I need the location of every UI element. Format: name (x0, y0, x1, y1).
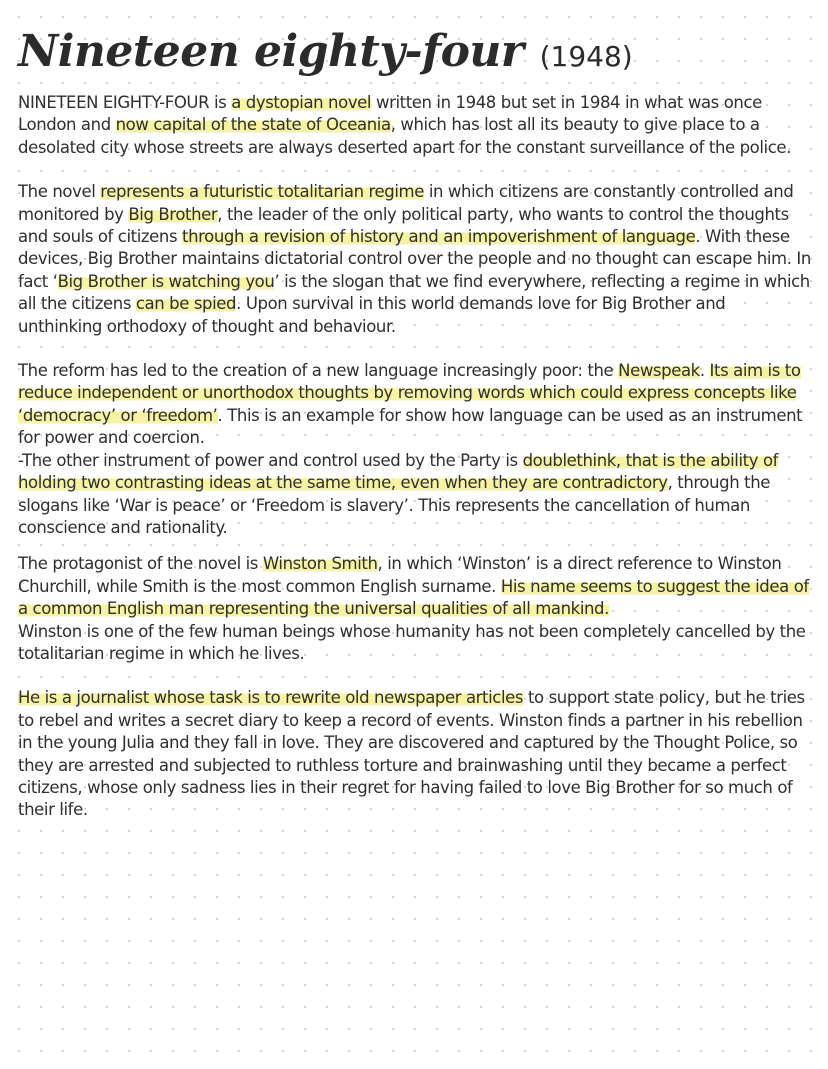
spacer (18, 539, 814, 553)
paragraph-newspeak (18, 360, 814, 450)
text-span: Winston is one of the few human beings whose humanity has not been completely cancelled by the totalitarian regime in which he lives. (18, 621, 806, 663)
highlight-span: doublethink, that is the ability of holding two contrasting ideas at the same time, even when they are contradictory (18, 450, 779, 493)
text-span: , the leader of the only political party, who wants to control the thoughts and souls of citizens (18, 204, 789, 247)
paragraph-intro (18, 92, 814, 159)
text-span: to support state policy, but he tries to rebel and writes a secret diary to keep a record of events. Winston finds a partner in his rebellion in the young Julia and they fall in love. They are discovered and captured by the Thought Police, so they are arrested and subjected to ruthless torture and brainwashing until they became a perfect citizens, whose only sadness lies in their regret for having failed to love Big Brother for so much of their life. (18, 688, 805, 820)
highlight-span: Newspeak (618, 361, 700, 381)
paragraph-regime (18, 181, 814, 338)
spacer (18, 665, 814, 687)
highlight-span: Its aim is to reduce independent or unorthodox thoughts by removing words which could express concepts like ‘democracy’ or ‘freedom’ (18, 361, 801, 425)
highlight-span: Big Brother is watching you (57, 271, 275, 291)
text-span: . With these devices, Big Brother maintains dictatorial control over the people and no thought can escape him. In fact ‘ (18, 227, 811, 291)
spacer (18, 338, 814, 360)
paragraph-humanity (18, 621, 814, 666)
text-span: , through the slogans like ‘War is peace’ or ‘Freedom is slavery’. This represents the cancellation of human conscience and rationality. (18, 473, 771, 537)
highlight-span: He is a journalist whose task is to rewrite old newspaper articles (18, 688, 524, 708)
highlight-span: now capital of the state of Oceania (115, 115, 391, 135)
text-span: NINETEEN EIGHTY-FOUR is (18, 93, 232, 112)
text-span: -The other instrument of power and control used by the Party is (18, 450, 523, 470)
text-span: The protagonist of the novel is (18, 554, 263, 574)
text-span: . Upon survival in this world demands love for Big Brother and unthinking orthodoxy of thought and behaviour. (18, 294, 726, 336)
text-span: , which has lost all its beauty to give place to a desolated city whose streets are always deserted apart for the constant surveillance of the police. (18, 115, 792, 157)
paragraph-doublethink (18, 450, 814, 540)
title-row (18, 12, 814, 92)
text-span: , in which ‘Winston’ is a direct reference to Winston Churchill, while Smith is the most common English surname. (18, 554, 782, 596)
text-span: ’ is the slogan that we find everywhere, reflecting a regime in which all the citizens (18, 271, 810, 314)
highlight-span: represents a futuristic totalitarian regime (100, 182, 424, 202)
text-span: . (699, 361, 710, 381)
text-span: written in 1948 but set in 1984 in what was once London and (18, 93, 762, 135)
spacer (18, 159, 814, 181)
text-span: The reform has led to the creation of a new language increasingly poor: the (18, 361, 619, 381)
paragraph-protagonist (18, 553, 814, 620)
highlight-span: can be spied (135, 294, 237, 314)
page-title: Nineteen eighty-four (18, 26, 524, 77)
publication-year: (1948) (539, 40, 633, 73)
highlight-span: through a revision of history and an impoverishment of language (182, 227, 696, 247)
text-span: . This is an example for show how language can be used as an instrument for power and coercion. (18, 405, 803, 448)
text-span: in which citizens are constantly controlled and monitored by (18, 182, 794, 224)
highlight-span: His name seems to suggest the idea of a common English man representing the universal qualities of all mankind. (18, 576, 809, 619)
highlight-span: Big Brother (128, 204, 218, 224)
text-span: The novel (18, 182, 101, 202)
highlight-span: Winston Smith (262, 554, 378, 574)
paragraph-plot (18, 687, 814, 821)
highlight-span: a dystopian novel (231, 93, 372, 112)
